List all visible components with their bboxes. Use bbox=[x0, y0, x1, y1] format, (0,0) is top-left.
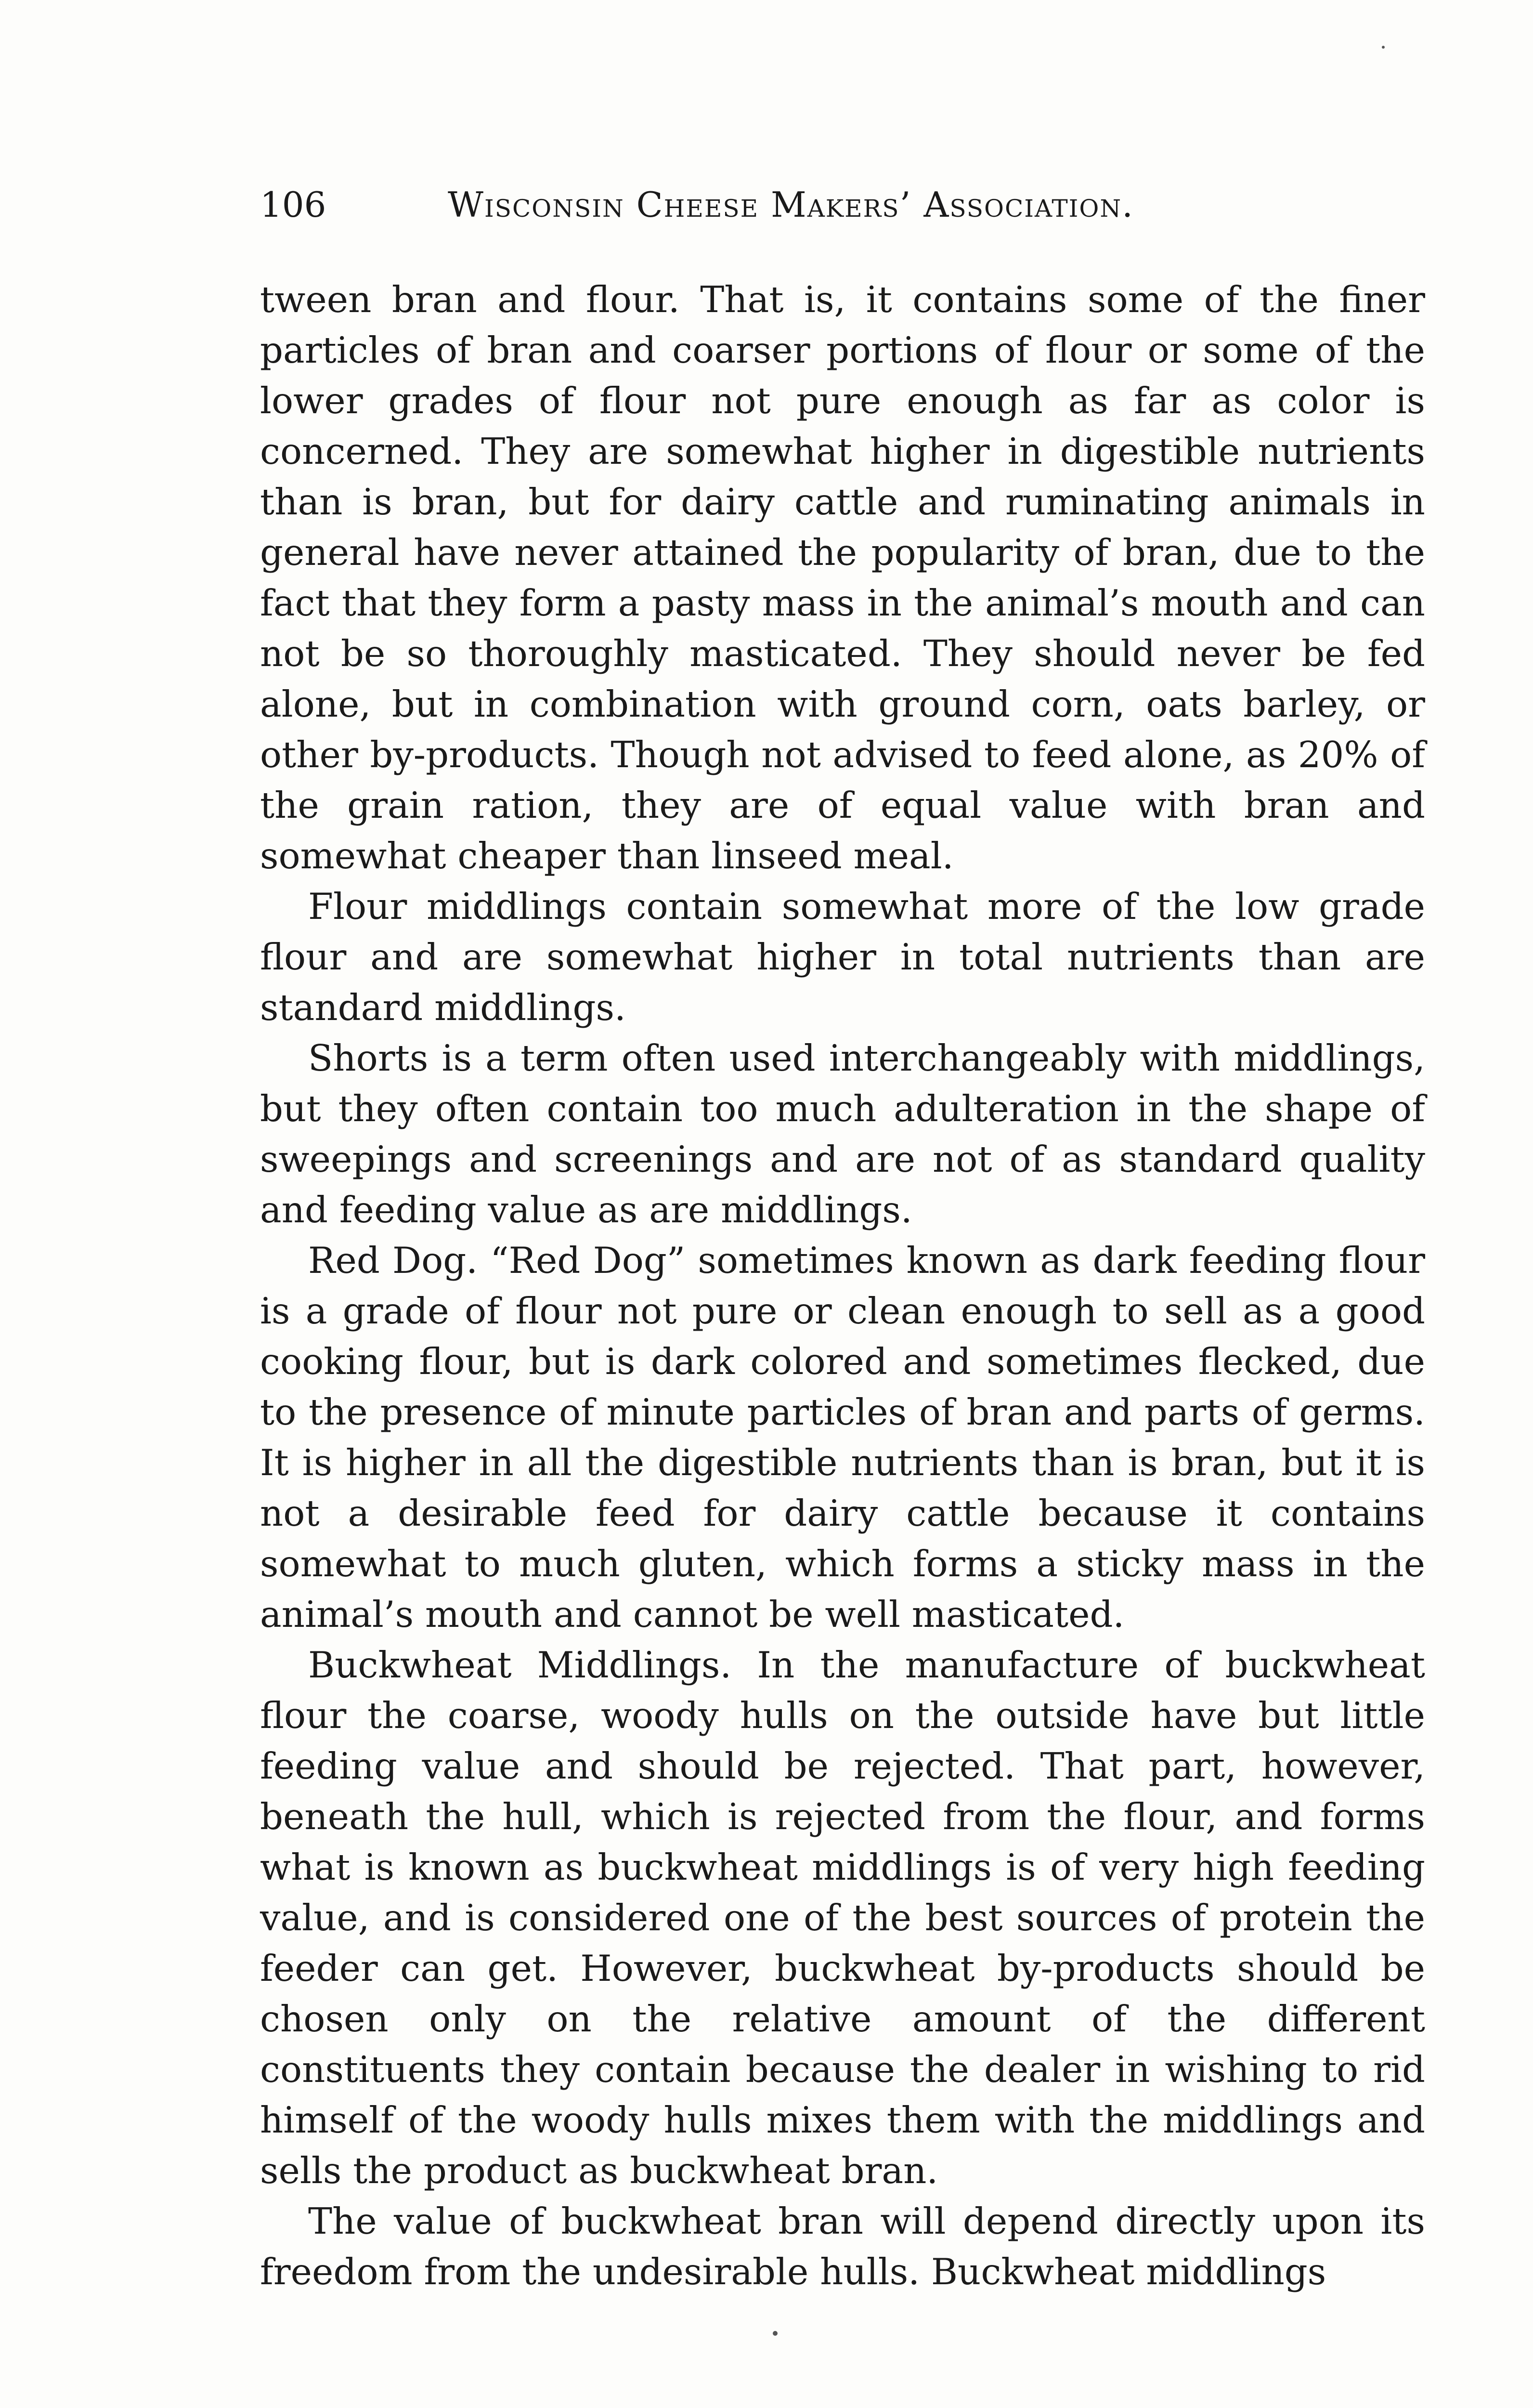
paragraph-shorts: Shorts is a term often used interchangeably with middlings, but they often contain too much adulteration in the shape of sweepings and screenings and are not of as standard quality and feeding value as are middlings. bbox=[260, 1037, 1425, 1231]
scan-speck bbox=[1382, 46, 1385, 49]
paragraph-flour-middlings: Flour middlings contain somewhat more of the low grade flour and are somewhat higher in total nutrients than are standard middlings. bbox=[260, 885, 1425, 1029]
running-head: Wisconsin Cheese Makers’ Association. bbox=[448, 184, 1134, 225]
body-text bbox=[260, 275, 1425, 2297]
paragraph-buckwheat-bran: The value of buckwheat bran will depend directly upon its freedom from the undesirable hulls. Buckwheat middlings bbox=[260, 2200, 1425, 2293]
scan-speck bbox=[773, 2331, 778, 2336]
paragraph-bran-flour: tween bran and flour. That is, it contains some of the finer particles of bran and coarser portions of flour or some of the lower grades of flour not pure enough as far as color is concerned. They are somewhat higher in digestible nutrients than is bran, but for dairy cattle and ruminating animals in general have never attained the popularity of bran, due to the fact that they form a pasty mass in the animal’s mouth and can not be so thoroughly masticated. They should never be fed alone, but in combination with ground corn, oats barley, or other by-products. Though not advised to feed alone, as 20% of the grain ration, they are of equal value with bran and somewhat cheaper than linseed meal. bbox=[260, 278, 1425, 877]
paragraph-red-dog: Red Dog. “Red Dog” sometimes known as dark feeding flour is a grade of flour not pure or clean enough to sell as a good cooking flour, but is dark colored and sometimes flecked, due to the presence of minute particles of bran and parts of germs. It is higher in all the digestible nutrients than is bran, but it is not a desirable feed for dairy cattle because it contains somewhat to much gluten, which forms a sticky mass in the animal’s mouth and cannot be well masticated. bbox=[260, 1239, 1425, 1636]
paragraph-buckwheat-middlings: Buckwheat Middlings. In the manufacture of buckwheat flour the coarse, woody hulls on the outside have but little feeding value and should be rejected. That part, however, beneath the hull, which is rejected from the flour, and forms what is known as buckwheat middlings is of very high feeding value, and is considered one of the best sources of protein the feeder can get. However, buckwheat by-products should be chosen only on the relative amount of the different constituents they contain because the dealer in wishing to rid himself of the woody hulls mixes them with the middlings and sells the product as buckwheat bran. bbox=[260, 1644, 1425, 2192]
page-number: 106 bbox=[260, 184, 326, 225]
page-header bbox=[260, 178, 1425, 231]
